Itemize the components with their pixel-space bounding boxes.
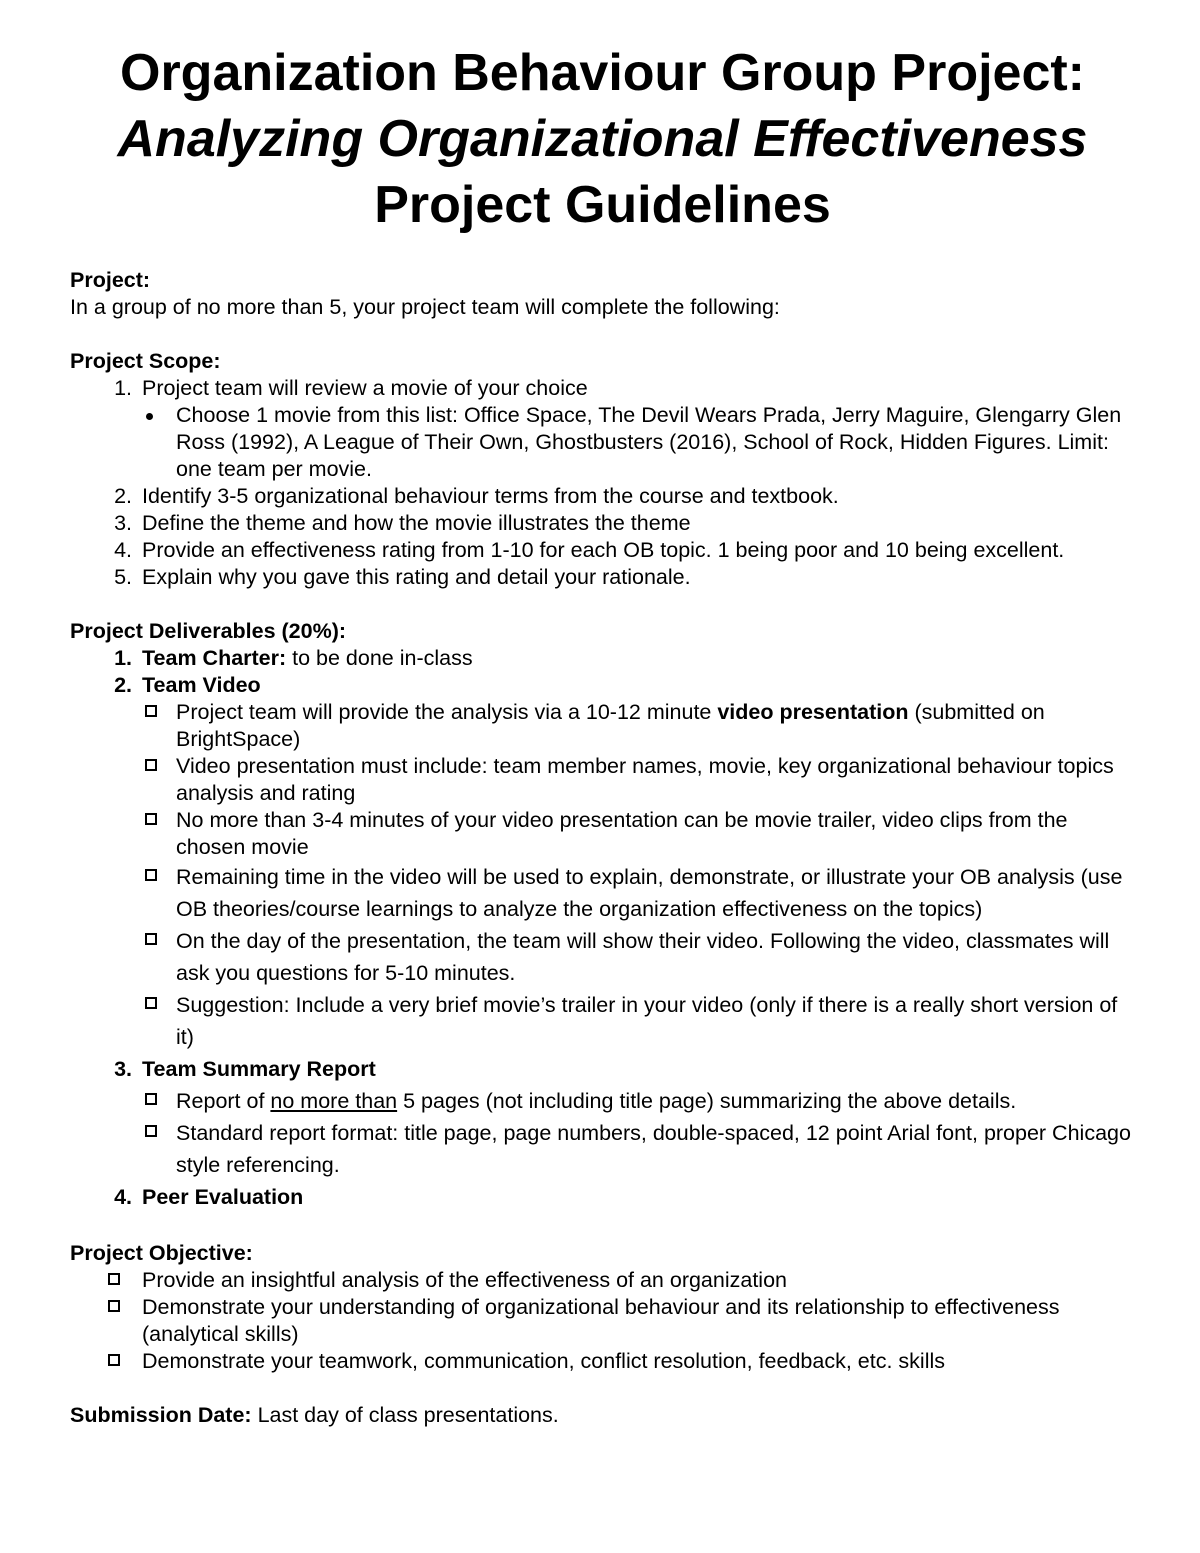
deliverable-label: Team Charter: [142, 646, 287, 670]
deliverable-number: 1. [114, 646, 132, 670]
checklist-text: (submitted on BrightSpace) [176, 700, 1051, 751]
checklist-text: Report of [176, 1089, 271, 1113]
checkbox-icon [145, 933, 157, 945]
deliverable-number: 4. [114, 1185, 132, 1209]
project-heading: Project: [70, 268, 151, 292]
checkbox-icon [145, 1125, 157, 1137]
checklist-item [70, 1085, 1135, 1117]
checkbox-icon [108, 1354, 120, 1366]
scope-item-text: Explain why you gave this rating and detail your rationale. [142, 565, 691, 589]
title-line-2: Analyzing Organizational Effectiveness [117, 110, 1088, 168]
scope-item-number: 1. [114, 376, 132, 400]
checklist-text: No more than 3-4 minutes of your video presentation can be movie trailer, video clips from the chosen movie [176, 808, 1068, 859]
checklist-item [70, 989, 1135, 1053]
title-line-3: Project Guidelines [374, 176, 831, 234]
checklist-text: Suggestion: Include a very brief movie’s trailer in your video (only if there is a really short version of it) [176, 993, 1118, 1049]
deliverable-number: 3. [114, 1057, 132, 1081]
checklist-text: Remaining time in the video will be used to explain, demonstrate, or illustrate your OB analysis (use OB theories/course learnings to analyze the organization effectiveness on the topics) [176, 865, 1123, 921]
scope-item-text: Provide an effectiveness rating from 1-10 for each OB topic. 1 being poor and 10 being excellent. [142, 538, 1065, 562]
checkbox-icon [145, 705, 157, 717]
scope-item [70, 537, 1135, 564]
document-title [70, 40, 1135, 238]
checklist-item [70, 861, 1135, 925]
submission-label: Submission Date: [70, 1403, 252, 1427]
scope-item-number: 4. [114, 538, 132, 562]
scope-item [70, 483, 1135, 510]
deliverable-item-team-charter [70, 645, 1135, 672]
objective-item [70, 1348, 1135, 1375]
objective-text: Demonstrate your teamwork, communication, conflict resolution, feedback, etc. skills [142, 1349, 945, 1373]
document-page [70, 40, 1135, 1429]
deliverable-label: Team Video [142, 673, 261, 697]
checkbox-icon [145, 813, 157, 825]
scope-item-text: Project team will review a movie of your choice [142, 376, 588, 400]
checklist-item [70, 753, 1135, 807]
deliverable-text: to be done in-class [286, 646, 473, 670]
deliverables-heading: Project Deliverables (20%): [70, 619, 347, 643]
scope-movie-bullet [70, 402, 1135, 483]
project-text: In a group of no more than 5, your project team will complete the following: [70, 295, 780, 319]
objective-item [70, 1294, 1135, 1348]
deliverable-number: 2. [114, 673, 132, 697]
scope-item-number: 3. [114, 511, 132, 535]
deliverable-item-summary-report [70, 1053, 1135, 1085]
scope-movie-list-text: Choose 1 movie from this list: Office Space, The Devil Wears Prada, Jerry Maguire, Glengarry Glen Ross (1992), A League of Their Own, Ghostbusters (2016), School of Rock, Hidden Figures. Limit: one team per movie. [176, 403, 1122, 481]
objective-heading: Project Objective: [70, 1241, 253, 1265]
submission-date [70, 1402, 1135, 1429]
checklist-emphasis: video presentation [717, 700, 909, 724]
scope-heading: Project Scope: [70, 349, 221, 373]
objective-text: Demonstrate your understanding of organizational behaviour and its relationship to effectiveness (analytical skills) [142, 1295, 1060, 1346]
title-line-1: Organization Behaviour Group Project: [120, 44, 1085, 102]
checklist-item [70, 807, 1135, 861]
objective-text: Provide an insightful analysis of the effectiveness of an organization [142, 1268, 787, 1292]
scope-item-text: Define the theme and how the movie illustrates the theme [142, 511, 691, 535]
checkbox-icon [108, 1300, 120, 1312]
deliverable-item-peer-evaluation [70, 1181, 1135, 1213]
checklist-item [70, 699, 1135, 753]
checklist-text: Standard report format: title page, page numbers, double-spaced, 12 point Arial font, proper Chicago style referencing. [176, 1121, 1131, 1177]
scope-item-number: 5. [114, 565, 132, 589]
checklist-text: On the day of the presentation, the team will show their video. Following the video, classmates will ask you questions for 5-10 minutes. [176, 929, 1110, 985]
checkbox-icon [108, 1273, 120, 1285]
deliverable-label: Team Summary Report [142, 1057, 376, 1081]
checkbox-icon [145, 997, 157, 1009]
checklist-item [70, 925, 1135, 989]
checklist-text: 5 pages (not including title page) summarizing the above details. [397, 1089, 1017, 1113]
scope-item [70, 510, 1135, 537]
scope-item [70, 375, 1135, 402]
checkbox-icon [145, 869, 157, 881]
scope-item [70, 564, 1135, 591]
bullet-dot-icon [146, 413, 153, 420]
deliverable-label: Peer Evaluation [142, 1185, 304, 1209]
deliverable-item-team-video [70, 672, 1135, 699]
checkbox-icon [145, 1093, 157, 1105]
checkbox-icon [145, 759, 157, 771]
checklist-text: Video presentation must include: team member names, movie, key organizational behaviour topics analysis and rating [176, 754, 1114, 805]
checklist-item [70, 1117, 1135, 1181]
submission-text: Last day of class presentations. [251, 1403, 559, 1427]
scope-item-text: Identify 3-5 organizational behaviour terms from the course and textbook. [142, 484, 839, 508]
checklist-underline: no more than [270, 1089, 398, 1113]
checklist-text: Project team will provide the analysis via a 10-12 minute [176, 700, 718, 724]
scope-item-number: 2. [114, 484, 132, 508]
objective-item [70, 1267, 1135, 1294]
